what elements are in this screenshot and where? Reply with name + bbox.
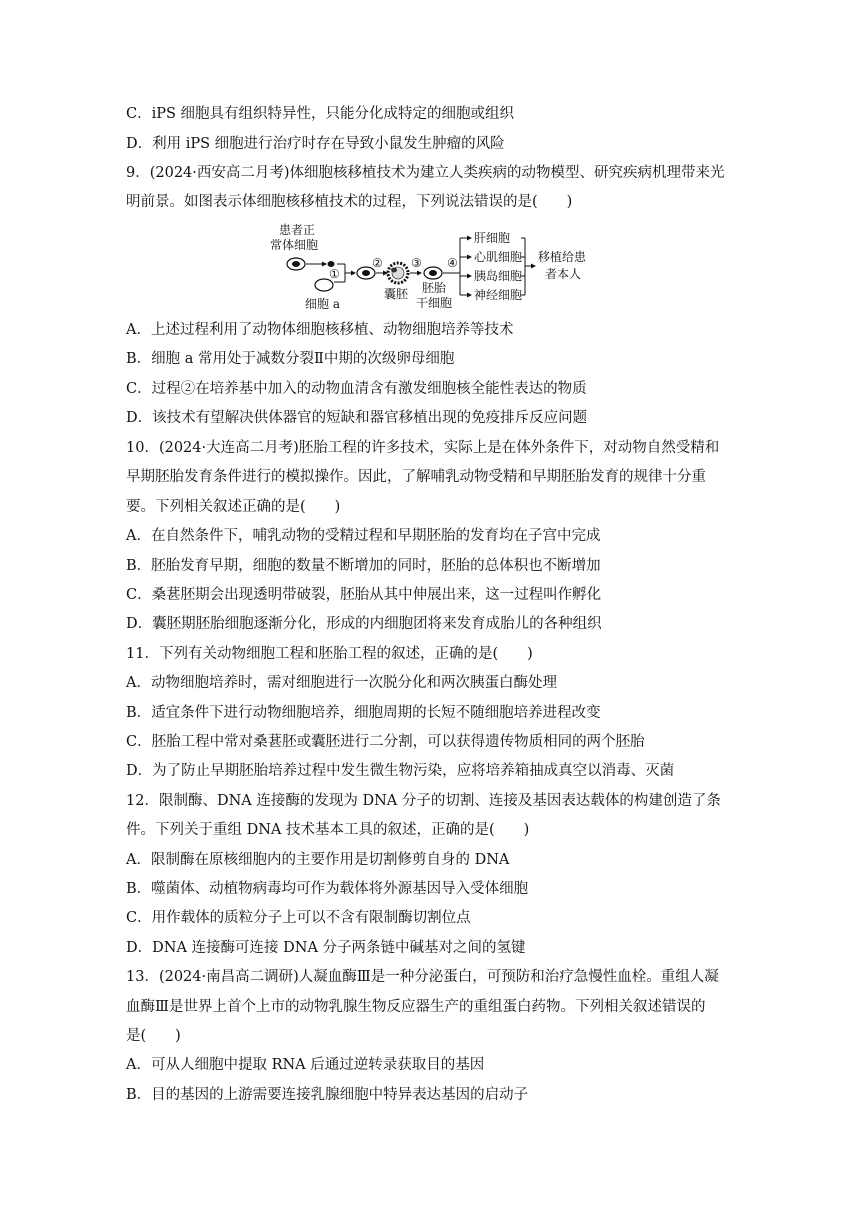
label-es-2: 干细胞 xyxy=(416,296,453,310)
step-3-label: ③ xyxy=(411,256,422,270)
q10-stem-line-3: 要。下列相关叙述正确的是( ) xyxy=(126,499,341,515)
step-4-label: ④ xyxy=(447,256,458,270)
q12-option-c: C．用作载体的质粒分子上可以不含有限制酶切割位点 xyxy=(126,910,471,926)
q13-option-a: A．可从人细胞中提取 RNA 后通过逆转录获取目的基因 xyxy=(126,1057,485,1073)
q11-stem-line-1: 11．下列有关动物细胞工程和胚胎工程的叙述，正确的是( ) xyxy=(126,646,533,662)
label-liver: 肝细胞 xyxy=(474,231,511,245)
arrowhead-icon xyxy=(467,255,472,260)
q10-option-d: D．囊胚期胚胎细胞逐渐分化，形成的内细胞团将来发育成胎儿的各种组织 xyxy=(126,616,602,632)
q13-stem-line-1: 13．(2024·南昌高二调研)人凝血酶Ⅲ是一种分泌蛋白，可预防和治疗急慢性血栓。重组人凝 xyxy=(126,969,719,985)
label-blastocyst: 囊胚 xyxy=(384,287,409,301)
inner-cell-mass-icon xyxy=(391,268,397,273)
label-islet: 胰岛细胞 xyxy=(474,269,523,283)
arrowhead-icon xyxy=(417,271,422,276)
label-heart: 心肌细胞 xyxy=(474,250,523,264)
arrowhead-icon xyxy=(467,274,472,279)
q9-stem-line-1: 9．(2024·西安高二月考)体细胞核移植技术为建立人类疾病的动物模型、研究疾病机理带来光 xyxy=(126,165,725,181)
arrowhead-icon xyxy=(467,293,472,298)
q10-stem-line-2: 早期胚胎发育条件进行的模拟操作。因此，了解哺乳动物受精和早期胚胎发育的规律十分重 xyxy=(126,469,706,485)
q11-option-c: C．胚胎工程中常对桑葚胚或囊胚进行二分割，可以获得遗传物质相同的两个胚胎 xyxy=(126,734,645,750)
q10-option-a: A．在自然条件下，哺乳动物的受精过程和早期胚胎的发育均在子宫中完成 xyxy=(126,528,601,544)
es-nucleus-icon xyxy=(429,270,437,276)
q10-option-b: B．胚胎发育早期，细胞的数量不断增加的同时，胚胎的总体积也不断增加 xyxy=(126,558,601,574)
reconstructed-nucleus-icon xyxy=(362,270,370,276)
q12-option-a: A．限制酶在原核细胞内的主要作用是切割修剪自身的 DNA xyxy=(126,852,510,868)
label-transplant-2: 者本人 xyxy=(545,267,582,281)
q12-option-b: B．噬菌体、动植物病毒均可作为载体将外源基因导入受体细胞 xyxy=(126,881,529,897)
label-nerve: 神经细胞 xyxy=(474,288,523,302)
arrowhead-icon xyxy=(351,271,356,276)
q8-option-d: D．利用 iPS 细胞进行治疗时存在导致小鼠发生肿瘤的风险 xyxy=(126,136,505,152)
q11-option-b: B．适宜条件下进行动物细胞培养，细胞周期的长短不随细胞培养进程改变 xyxy=(126,705,601,721)
q9-option-c: C．过程②在培养基中加入的动物血清含有激发细胞核全能性表达的物质 xyxy=(126,381,587,397)
q12-stem-line-1: 12．限制酶、DNA 连接酶的发现为 DNA 分子的切割、连接及基因表达载体的构建创造了条 xyxy=(126,793,721,809)
arrowhead-icon xyxy=(467,236,472,241)
label-es-1: 胚胎 xyxy=(422,281,447,295)
q12-option-d: D．DNA 连接酶可连接 DNA 分子两条链中碱基对之间的氢键 xyxy=(126,940,526,956)
q9-option-d: D．该技术有望解决供体器官的短缺和器官移植出现的免疫排斥反应问题 xyxy=(126,410,588,426)
label-cell-a: 细胞 a xyxy=(305,297,340,311)
arrowhead-icon xyxy=(531,264,536,269)
label-patient-2: 常体细胞 xyxy=(270,238,319,252)
q10-option-c: C．桑葚胚期会出现透明带破裂，胚胎从其中伸展出来，这一过程叫作孵化 xyxy=(126,587,602,603)
q9-option-b: B．细胞 a 常用处于减数分裂Ⅱ中期的次级卵母细胞 xyxy=(126,351,455,367)
arrowhead-icon xyxy=(322,262,327,267)
step-2-label: ② xyxy=(372,256,383,270)
q8-option-c: C．iPS 细胞具有组织特异性，只能分化成特定的细胞或组织 xyxy=(126,106,515,122)
q13-option-b: B．目的基因的上游需要连接乳腺细胞中特异表达基因的启动子 xyxy=(126,1087,529,1103)
q12-stem-line-2: 件。下列关于重组 DNA 技术基本工具的叙述，正确的是( ) xyxy=(126,822,530,838)
q9-stem-line-2: 明前景。如图表示体细胞核移植技术的过程，下列说法错误的是( ) xyxy=(126,194,573,210)
q11-option-a: A．动物细胞培养时，需对细胞进行一次脱分化和两次胰蛋白酶处理 xyxy=(126,675,557,691)
somatic-nucleus-icon xyxy=(292,261,300,267)
label-patient-1: 患者正 xyxy=(279,223,316,237)
q13-stem-line-3: 是( ) xyxy=(126,1028,181,1044)
q11-option-d: D．为了防止早期胚胎培养过程中发生微生物污染，应将培养箱抽成真空以消毒、灭菌 xyxy=(126,763,675,779)
step-1-label: ① xyxy=(329,267,340,281)
q10-stem-line-1: 10．(2024·大连高二月考)胚胎工程的许多技术，实际上是在体外条件下，对动物自然受精和 xyxy=(126,440,720,456)
q13-stem-line-2: 血酶Ⅲ是世界上首个上市的动物乳腺生物反应器生产的重组蛋白药物。下列相关叙述错误的 xyxy=(126,999,706,1015)
nuclear-transfer-diagram xyxy=(255,222,615,314)
label-transplant-1: 移植给患 xyxy=(538,250,587,264)
q9-option-a: A．上述过程利用了动物体细胞核移植、动物细胞培养等技术 xyxy=(126,322,514,338)
